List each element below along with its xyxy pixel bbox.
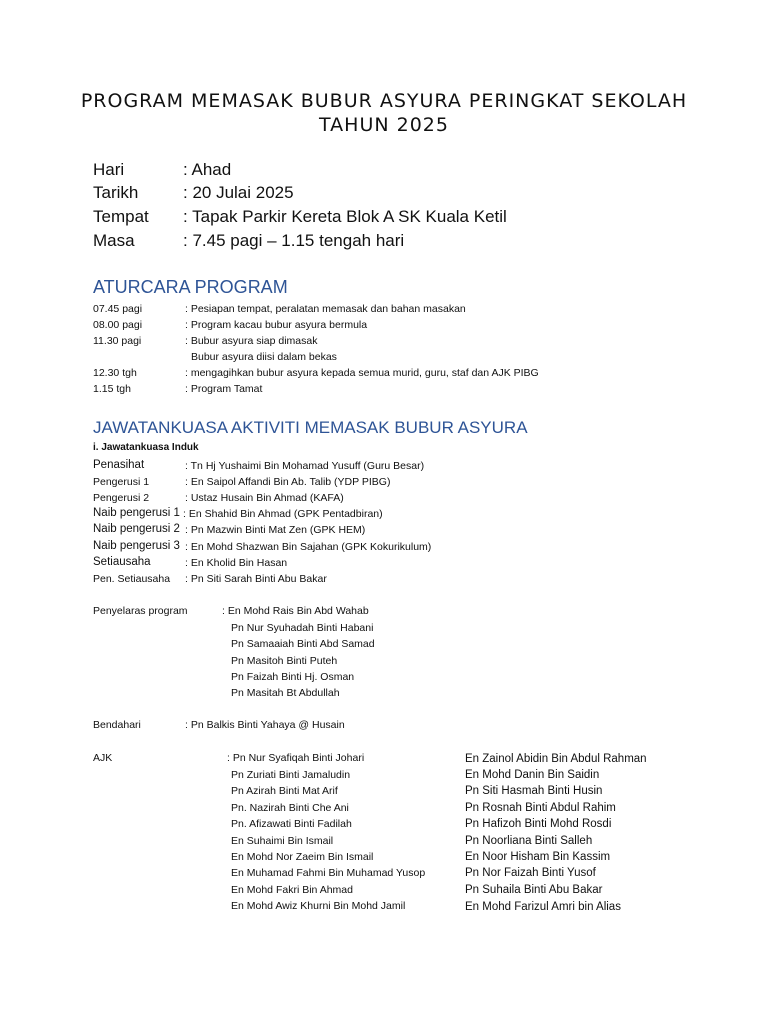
induk-role: Pengerusi 1 xyxy=(93,476,150,488)
info-label-masa: Masa xyxy=(93,231,135,250)
induk-name: : Tn Hj Yushaimi Bin Mohamad Yusuff (Guru Besar) xyxy=(185,460,425,472)
ajk-left-name: Pn. Afizawati Binti Fadilah xyxy=(231,818,352,830)
aturcara-time: 1.15 tgh xyxy=(93,383,131,395)
induk-name: : En Saipol Affandi Bin Ab. Talib (YDP PIBG) xyxy=(185,476,391,488)
induk-role: Pen. Setiausaha xyxy=(93,573,171,585)
aturcara-desc: : Program Tamat xyxy=(185,383,263,395)
penyelaras-name: Pn Masitah Bt Abdullah xyxy=(231,687,340,699)
penyelaras-name: Pn Masitoh Binti Puteh xyxy=(231,655,338,667)
aturcara-time: 07.45 pagi xyxy=(93,303,143,315)
ajk-right-name: Pn Hafizoh Binti Mohd Rosdi xyxy=(465,818,612,830)
induk-role: Naib pengerusi 3 xyxy=(93,540,180,552)
induk-role: Naib pengerusi 2 xyxy=(93,523,180,535)
aturcara-heading: ATURCARA PROGRAM xyxy=(93,277,288,297)
induk-name: : En Shahid Bin Ahmad (GPK Pentadbiran) xyxy=(183,508,383,520)
aturcara-desc: : Program kacau bubur asyura bermula xyxy=(185,319,368,331)
penyelaras-name: : En Mohd Rais Bin Abd Wahab xyxy=(222,605,369,617)
induk-name: : En Mohd Shazwan Bin Sajahan (GPK Kokurikulum) xyxy=(185,541,432,553)
ajk-left-name: En Mohd Nor Zaeim Bin Ismail xyxy=(231,851,374,863)
ajk-left-name: Pn. Nazirah Binti Che Ani xyxy=(231,802,349,814)
aturcara-time: 11.30 pagi xyxy=(93,335,142,347)
jawatankuasa-heading: JAWATANKUASA AKTIVITI MEMASAK BUBUR ASYURA xyxy=(93,418,528,437)
info-value-masa: : 7.45 pagi – 1.15 tengah hari xyxy=(183,231,405,250)
induk-name: : Ustaz Husain Bin Ahmad (KAFA) xyxy=(185,492,344,504)
ajk-right-name: Pn Noorliana Binti Salleh xyxy=(465,835,593,847)
ajk-left-name: : Pn Nur Syafiqah Binti Johari xyxy=(227,752,365,764)
ajk-left-name: Pn Zuriati Binti Jamaludin xyxy=(231,769,351,781)
aturcara-desc: : Bubur asyura siap dimasak xyxy=(185,335,318,347)
aturcara-time: 12.30 tgh xyxy=(93,367,137,379)
ajk-right-name: En Mohd Danin Bin Saidin xyxy=(465,769,600,781)
info-label-tempat: Tempat xyxy=(93,207,149,226)
ajk-right-name: En Zainol Abidin Bin Abdul Rahman xyxy=(465,753,647,765)
ajk-left-name: En Muhamad Fahmi Bin Muhamad Yusop xyxy=(231,867,426,879)
aturcara-desc: : mengagihkan bubur asyura kepada semua murid, guru, staf dan AJK PIBG xyxy=(185,367,539,379)
penyelaras-name: Pn Samaaiah Binti Abd Samad xyxy=(231,638,375,650)
penyelaras-name: Pn Faizah Binti Hj. Osman xyxy=(231,671,355,683)
jawatankuasa-subheading: i. Jawatankuasa Induk xyxy=(93,442,199,453)
ajk-left-name: En Mohd Fakri Bin Ahmad xyxy=(231,884,353,896)
aturcara-desc: : Pesiapan tempat, peralatan memasak dan bahan masakan xyxy=(185,303,466,315)
ajk-label: AJK xyxy=(93,752,113,764)
ajk-right-name: Pn Siti Hasmah Binti Husin xyxy=(465,785,603,797)
aturcara-time: 08.00 pagi xyxy=(93,319,143,331)
penyelaras-label: Penyelaras program xyxy=(93,605,188,617)
ajk-left-name: En Mohd Awiz Khurni Bin Mohd Jamil xyxy=(231,900,406,912)
document-title-line1: PROGRAM MEMASAK BUBUR ASYURA PERINGKAT SEKOLAH xyxy=(80,90,688,112)
info-value-tempat: : Tapak Parkir Kereta Blok A SK Kuala Ketil xyxy=(183,207,507,226)
induk-role: Penasihat xyxy=(93,459,145,471)
induk-role: Setiausaha xyxy=(93,556,151,568)
info-value-hari: : Ahad xyxy=(183,160,232,179)
induk-name: : Pn Mazwin Binti Mat Zen (GPK HEM) xyxy=(185,524,366,536)
ajk-right-name: Pn Suhaila Binti Abu Bakar xyxy=(465,884,603,896)
ajk-right-name: Pn Rosnah Binti Abdul Rahim xyxy=(465,802,616,814)
ajk-right-name: En Mohd Farizul Amri bin Alias xyxy=(465,901,621,913)
info-label-tarikh: Tarikh xyxy=(93,183,139,202)
ajk-right-name: Pn Nor Faizah Binti Yusof xyxy=(465,867,596,879)
penyelaras-name: Pn Nur Syuhadah Binti Habani xyxy=(231,622,374,634)
ajk-right-name: En Noor Hisham Bin Kassim xyxy=(465,851,611,863)
ajk-left-name: En Suhaimi Bin Ismail xyxy=(231,835,334,847)
aturcara-desc: Bubur asyura diisi dalam bekas xyxy=(191,351,337,363)
induk-role: Naib pengerusi 1 xyxy=(93,507,180,519)
document-title-line2: TAHUN 2025 xyxy=(319,114,449,136)
ajk-left-name: Pn Azirah Binti Mat Arif xyxy=(231,785,338,797)
info-label-hari: Hari xyxy=(93,160,125,179)
info-value-tarikh: : 20 Julai 2025 xyxy=(183,183,294,202)
bendahari-name: : Pn Balkis Binti Yahaya @ Husain xyxy=(185,719,345,731)
induk-name: : Pn Siti Sarah Binti Abu Bakar xyxy=(185,573,327,585)
bendahari-label: Bendahari xyxy=(93,719,141,731)
induk-name: : En Kholid Bin Hasan xyxy=(185,557,288,569)
induk-role: Pengerusi 2 xyxy=(93,492,150,504)
